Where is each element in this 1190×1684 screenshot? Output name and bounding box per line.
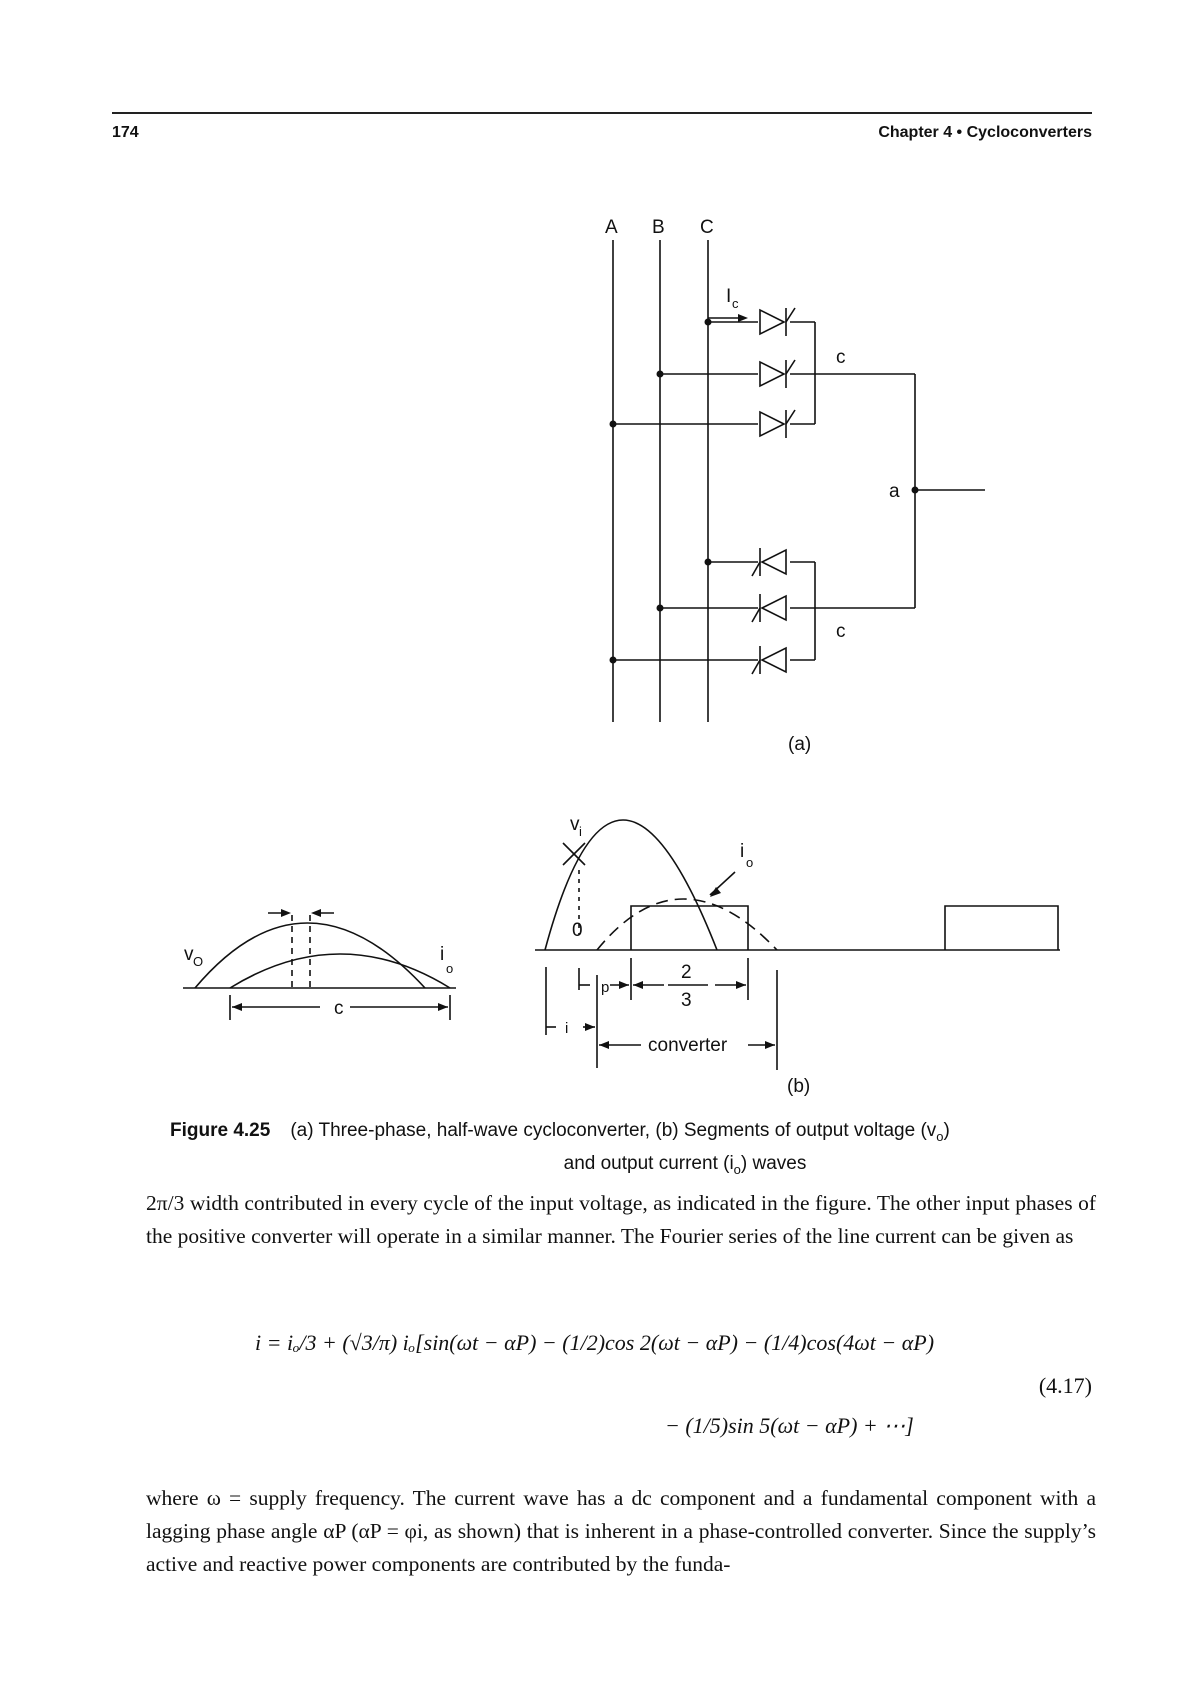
caption-close1: ) — [943, 1120, 950, 1141]
io-label-main: i — [740, 841, 745, 862]
p-label: p — [601, 979, 610, 996]
panel-a-label: (a) — [788, 734, 812, 755]
io-label-main-sub: o — [746, 855, 754, 870]
page-number: 174 — [112, 124, 139, 141]
phase-label-c: C — [700, 217, 714, 238]
output-node-label: a — [889, 481, 900, 502]
vo-label-sub: O — [193, 954, 204, 969]
vi-label: v — [570, 814, 580, 835]
caption-line2: and output current $(i_o)$ waves — [563, 1152, 807, 1177]
zero-label: 0 — [572, 920, 583, 941]
converter-top-label: c — [836, 347, 846, 368]
caption-line1: (a) Three-phase, half-wave cycloconverter, (b) Segments of output voltage (v — [290, 1120, 937, 1141]
equation-line-2: − (1/5)sin 5(ωt − αP) + ⋯] — [665, 1413, 914, 1438]
equation-line-1: i = iₒ/3 + (√3/π) iₒ[sin(ωt − αP) − (1/2)cos 2(ωt − αP) − (1/4)cos(4ωt − αP) — [255, 1330, 935, 1355]
span-label-c: c — [334, 998, 344, 1019]
current-label: I — [726, 286, 732, 307]
io-label-left-sub: o — [446, 961, 454, 976]
fraction-denominator: 3 — [681, 990, 692, 1011]
equation-number: (4.17) — [1038, 1373, 1092, 1398]
i-label: i — [565, 1020, 569, 1037]
paragraph-2: where ω = supply frequency. The current wave has a dc component and a fundamental component with a lagging phase angle αP (αP = φi, as shown) that is inherent in a phase-controlled converter. Since the supply’s active and reactive power components are contributed by the funda- — [146, 1486, 1096, 1576]
converter-span-label: converter — [648, 1035, 728, 1056]
caption-sub1: o — [936, 1128, 944, 1144]
phase-label-b: B — [652, 217, 665, 238]
current-label-sub: c — [732, 296, 739, 311]
io-label-left: i — [440, 944, 445, 965]
running-title: Chapter 4 • Cycloconverters — [878, 124, 1092, 141]
converter-bottom-label: c — [836, 621, 846, 642]
vo-label: v — [184, 944, 194, 965]
vi-label-sub: i — [579, 824, 582, 839]
paragraph-1: 2π/3 width contributed in every cycle of the input voltage, as indicated in the figure. The other input phases of the positive converter will operate in a similar manner. The Fourier series of the line current can be given as — [146, 1191, 1096, 1248]
figure-caption — [170, 1117, 1090, 1183]
phase-label-a: A — [605, 217, 618, 238]
fraction-numerator: 2 — [681, 962, 692, 983]
figure-number: Figure 4.25 — [170, 1120, 271, 1141]
panel-b-label: (b) — [787, 1076, 811, 1097]
